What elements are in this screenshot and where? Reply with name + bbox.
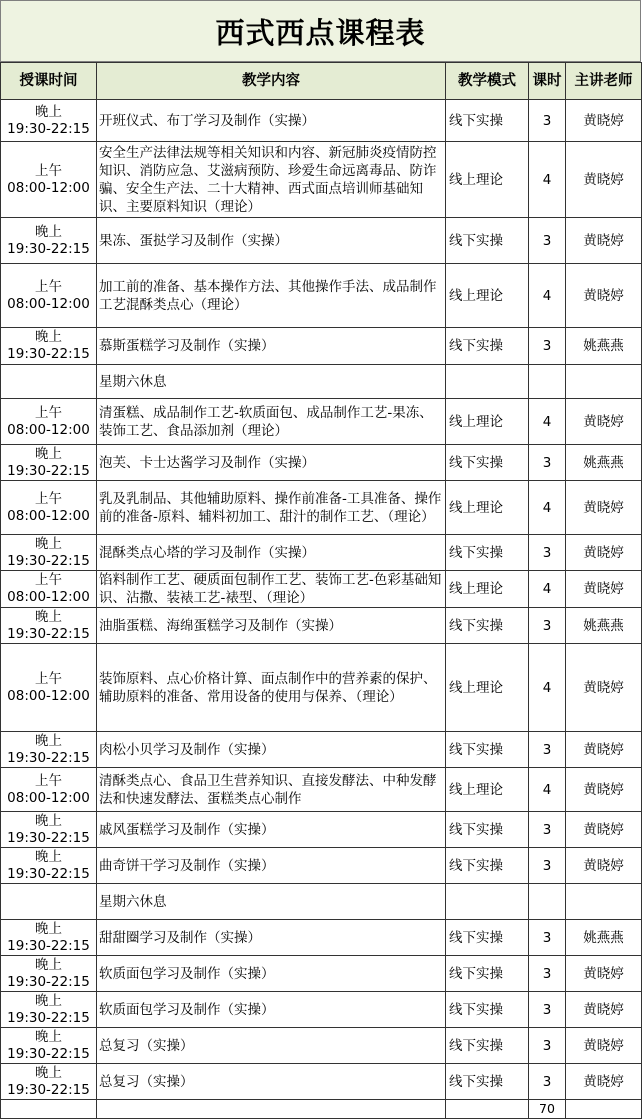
content-cell: 星期六休息	[97, 365, 446, 399]
teacher-cell: 黄晓婷	[566, 142, 642, 218]
hours-cell: 3	[529, 445, 566, 481]
period-label: 上午	[35, 490, 62, 507]
mode-cell: 线上理论	[446, 264, 529, 328]
table-row	[1, 848, 642, 884]
teacher-cell: 黄晓婷	[566, 812, 642, 848]
hours-cell: 3	[529, 812, 566, 848]
period-label: 晚上	[35, 812, 62, 829]
time-cell	[1, 884, 97, 920]
period-label: 上午	[35, 404, 62, 421]
mode-cell: 线下实操	[446, 848, 529, 884]
time-range: 08:00-12:00	[7, 507, 90, 524]
time-cell	[1, 644, 97, 732]
time-cell	[1, 218, 97, 264]
content-cell: 慕斯蛋糕学习及制作（实操）	[97, 328, 446, 365]
period-label: 晚上	[35, 608, 62, 625]
mode-cell: 线下实操	[446, 732, 529, 768]
content-cell: 戚风蛋糕学习及制作（实操）	[97, 812, 446, 848]
content-cell: 装饰原料、点心价格计算、面点制作中的营养素的保护、辅助原料的准备、常用设备的使用与保养、（理论）	[97, 644, 446, 732]
hours-cell: 3	[529, 100, 566, 142]
content-cell: 果冻、蛋挞学习及制作（实操）	[97, 218, 446, 264]
teacher-cell: 姚燕燕	[566, 445, 642, 481]
time-cell	[1, 571, 97, 608]
table-row	[1, 732, 642, 768]
period-label: 晚上	[35, 223, 62, 240]
table-row	[1, 920, 642, 956]
total-empty	[1, 1100, 97, 1119]
table-row	[1, 264, 642, 328]
time-range: 19:30-22:15	[7, 865, 90, 882]
hours-cell: 3	[529, 956, 566, 992]
teacher-cell: 黄晓婷	[566, 100, 642, 142]
content-cell: 开班仪式、布丁学习及制作（实操）	[97, 100, 446, 142]
table-row	[1, 100, 642, 142]
time-range: 19:30-22:15	[7, 240, 90, 257]
content-cell: 甜甜圈学习及制作（实操）	[97, 920, 446, 956]
teacher-cell: 姚燕燕	[566, 608, 642, 644]
period-label: 晚上	[35, 1064, 62, 1081]
mode-cell: 线下实操	[446, 100, 529, 142]
table-row	[1, 328, 642, 365]
hours-cell: 3	[529, 732, 566, 768]
time-cell	[1, 608, 97, 644]
content-cell: 软质面包学习及制作（实操）	[97, 992, 446, 1028]
mode-cell: 线下实操	[446, 608, 529, 644]
period-label: 晚上	[35, 103, 62, 120]
time-cell	[1, 100, 97, 142]
time-range: 19:30-22:15	[7, 1081, 90, 1098]
time-cell	[1, 142, 97, 218]
table-row	[1, 535, 642, 571]
hours-cell: 3	[529, 218, 566, 264]
time-cell	[1, 768, 97, 812]
teacher-cell: 黄晓婷	[566, 264, 642, 328]
teacher-cell: 姚燕燕	[566, 920, 642, 956]
time-cell	[1, 264, 97, 328]
period-label: 上午	[35, 278, 62, 295]
mode-cell: 线下实操	[446, 328, 529, 365]
teacher-cell: 黄晓婷	[566, 1028, 642, 1064]
mode-cell: 线下实操	[446, 218, 529, 264]
content-cell: 清酥类点心、食品卫生营养知识、直接发酵法、中种发酵法和快速发酵法、蛋糕类点心制作	[97, 768, 446, 812]
content-cell: 油脂蛋糕、海绵蛋糕学习及制作（实操）	[97, 608, 446, 644]
content-cell: 乳及乳制品、其他辅助原料、操作前准备-工具准备、操作前的准备-原料、辅料初加工、甜汁的制作工艺、（理论）	[97, 481, 446, 535]
content-cell: 肉松小贝学习及制作（实操）	[97, 732, 446, 768]
hours-cell: 4	[529, 399, 566, 445]
table-row	[1, 608, 642, 644]
hours-cell	[529, 365, 566, 399]
time-range: 19:30-22:15	[7, 829, 90, 846]
time-cell	[1, 1064, 97, 1100]
table-row	[1, 812, 642, 848]
total-empty	[446, 1100, 529, 1119]
hours-cell	[529, 884, 566, 920]
teacher-cell: 黄晓婷	[566, 768, 642, 812]
time-cell	[1, 399, 97, 445]
teacher-cell: 黄晓婷	[566, 732, 642, 768]
time-range: 19:30-22:15	[7, 346, 90, 362]
hours-cell: 4	[529, 768, 566, 812]
header-hours: 课时	[529, 63, 566, 100]
header-mode: 教学模式	[446, 63, 529, 100]
period-label: 上午	[35, 670, 62, 687]
time-cell	[1, 365, 97, 399]
teacher-cell: 黄晓婷	[566, 535, 642, 571]
table-row	[1, 1064, 642, 1100]
mode-cell: 线下实操	[446, 1028, 529, 1064]
table-row	[1, 218, 642, 264]
teacher-cell	[566, 365, 642, 399]
time-range: 19:30-22:15	[7, 749, 90, 766]
time-cell	[1, 956, 97, 992]
teacher-cell: 黄晓婷	[566, 571, 642, 608]
total-hours: 70	[529, 1100, 566, 1119]
hours-cell: 4	[529, 571, 566, 608]
content-cell: 星期六休息	[97, 884, 446, 920]
teacher-cell: 黄晓婷	[566, 399, 642, 445]
mode-cell: 线上理论	[446, 768, 529, 812]
mode-cell	[446, 884, 529, 920]
hours-cell: 3	[529, 608, 566, 644]
content-cell: 总复习（实操）	[97, 1064, 446, 1100]
mode-cell	[446, 365, 529, 399]
period-label: 晚上	[35, 1028, 62, 1045]
period-label: 晚上	[35, 329, 62, 345]
mode-cell: 线上理论	[446, 644, 529, 732]
mode-cell: 线下实操	[446, 1064, 529, 1100]
hours-cell: 4	[529, 481, 566, 535]
hours-cell: 3	[529, 920, 566, 956]
hours-cell: 3	[529, 328, 566, 365]
time-cell	[1, 812, 97, 848]
teacher-cell: 黄晓婷	[566, 644, 642, 732]
period-label: 上午	[35, 772, 62, 789]
table-row	[1, 884, 642, 920]
mode-cell: 线下实操	[446, 445, 529, 481]
header-teacher: 主讲老师	[566, 63, 642, 100]
time-cell	[1, 535, 97, 571]
table-row	[1, 481, 642, 535]
mode-cell: 线下实操	[446, 535, 529, 571]
hours-cell: 3	[529, 535, 566, 571]
time-range: 19:30-22:15	[7, 462, 90, 479]
mode-cell: 线上理论	[446, 571, 529, 608]
table-row	[1, 142, 642, 218]
time-cell	[1, 920, 97, 956]
mode-cell: 线下实操	[446, 812, 529, 848]
total-empty	[566, 1100, 642, 1119]
time-range: 19:30-22:15	[7, 120, 90, 137]
table-row	[1, 399, 642, 445]
content-cell: 软质面包学习及制作（实操）	[97, 956, 446, 992]
time-range: 08:00-12:00	[7, 179, 90, 196]
time-cell	[1, 445, 97, 481]
teacher-cell: 姚燕燕	[566, 328, 642, 365]
content-cell: 泡芙、卡士达酱学习及制作（实操）	[97, 445, 446, 481]
content-cell: 安全生产法律法规等相关知识和内容、新冠肺炎疫情防控知识、消防应急、艾滋病预防、珍爱生命远离毒品、防诈骗、安全生产法、二十大精神、西式面点培训师基础知识、主要原料知识（理论）	[97, 142, 446, 218]
teacher-cell: 黄晓婷	[566, 956, 642, 992]
time-cell	[1, 1028, 97, 1064]
time-range: 19:30-22:15	[7, 973, 90, 990]
teacher-cell: 黄晓婷	[566, 1064, 642, 1100]
teacher-cell: 黄晓婷	[566, 848, 642, 884]
time-range: 08:00-12:00	[7, 687, 90, 704]
hours-cell: 3	[529, 848, 566, 884]
period-label: 晚上	[35, 848, 62, 865]
mode-cell: 线下实操	[446, 920, 529, 956]
time-cell	[1, 992, 97, 1028]
time-cell	[1, 481, 97, 535]
period-label: 晚上	[35, 732, 62, 749]
time-range: 08:00-12:00	[7, 421, 90, 438]
mode-cell: 线下实操	[446, 992, 529, 1028]
hours-cell: 3	[529, 1028, 566, 1064]
mode-cell: 线上理论	[446, 481, 529, 535]
teacher-cell: 黄晓婷	[566, 218, 642, 264]
content-cell: 曲奇饼干学习及制作（实操）	[97, 848, 446, 884]
table-row	[1, 365, 642, 399]
time-range: 19:30-22:15	[7, 937, 90, 954]
period-label: 晚上	[35, 956, 62, 973]
header-time: 授课时间	[1, 63, 97, 100]
period-label: 上午	[35, 572, 62, 588]
hours-cell: 4	[529, 264, 566, 328]
period-label: 晚上	[35, 920, 62, 937]
time-cell	[1, 848, 97, 884]
content-cell: 加工前的准备、基本操作方法、其他操作手法、成品制作工艺混酥类点心（理论）	[97, 264, 446, 328]
period-label: 上午	[35, 162, 62, 179]
content-cell: 馅料制作工艺、硬质面包制作工艺、装饰工艺-色彩基础知识、沾撒、装裱工艺-裱型、（理论）	[97, 571, 446, 608]
time-range: 19:30-22:15	[7, 1045, 90, 1062]
total-empty	[97, 1100, 446, 1119]
schedule-table	[0, 62, 642, 1119]
teacher-cell: 黄晓婷	[566, 992, 642, 1028]
schedule-title: 西式西点课程表	[0, 0, 641, 62]
total-row	[1, 1100, 642, 1119]
period-label: 晚上	[35, 445, 62, 462]
period-label: 晚上	[35, 992, 62, 1009]
hours-cell: 3	[529, 1064, 566, 1100]
table-row	[1, 644, 642, 732]
table-row	[1, 1028, 642, 1064]
teacher-cell: 黄晓婷	[566, 481, 642, 535]
header-row	[1, 63, 642, 100]
mode-cell: 线上理论	[446, 399, 529, 445]
hours-cell: 4	[529, 142, 566, 218]
table-row	[1, 956, 642, 992]
mode-cell: 线下实操	[446, 956, 529, 992]
content-cell: 清蛋糕、成品制作工艺-软质面包、成品制作工艺-果冻、装饰工艺、食品添加剂（理论）	[97, 399, 446, 445]
teacher-cell	[566, 884, 642, 920]
time-cell	[1, 732, 97, 768]
hours-cell: 4	[529, 644, 566, 732]
time-range: 19:30-22:15	[7, 552, 90, 569]
period-label: 晚上	[35, 535, 62, 552]
content-cell: 混酥类点心塔的学习及制作（实操）	[97, 535, 446, 571]
table-row	[1, 445, 642, 481]
content-cell: 总复习（实操）	[97, 1028, 446, 1064]
table-row	[1, 992, 642, 1028]
header-content: 教学内容	[97, 63, 446, 100]
mode-cell: 线上理论	[446, 142, 529, 218]
time-range: 08:00-12:00	[7, 589, 90, 605]
time-range: 19:30-22:15	[7, 625, 90, 642]
time-range: 08:00-12:00	[7, 295, 90, 312]
time-range: 08:00-12:00	[7, 789, 90, 806]
hours-cell: 3	[529, 992, 566, 1028]
time-cell	[1, 328, 97, 365]
table-row	[1, 768, 642, 812]
time-range: 19:30-22:15	[7, 1009, 90, 1026]
table-row	[1, 571, 642, 608]
